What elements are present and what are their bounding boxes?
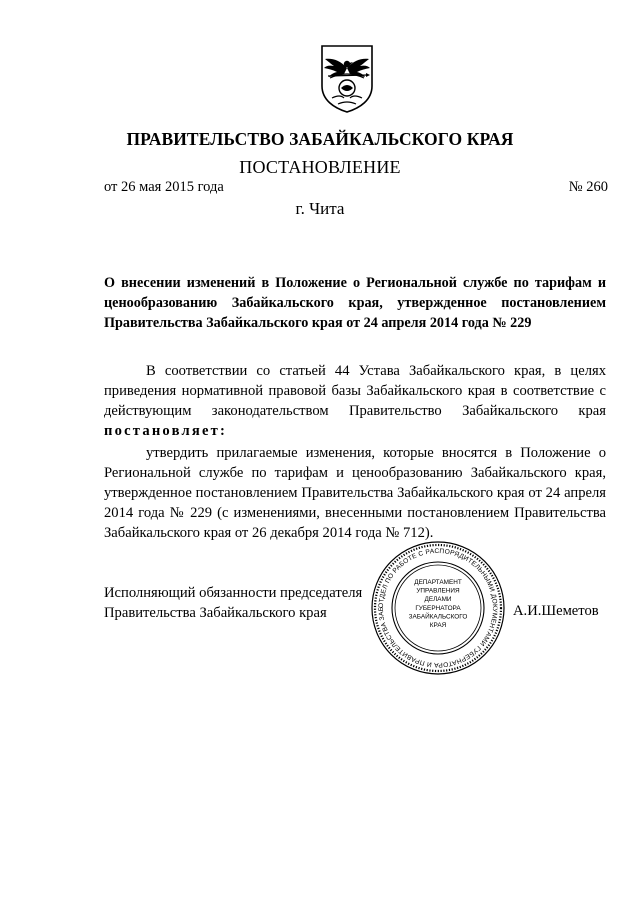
seal-inner-line: ДЕПАРТАМЕНТ — [414, 579, 462, 586]
document-subject: О внесении изменений в Положение о Региональной службе по тарифам и ценообразованию Забайкальского края, утвержденное постановлением Правительства Забайкальского края от 24 апреля 2014 года № 229 — [104, 275, 606, 331]
seal-inner-line: КРАЯ — [429, 622, 447, 629]
seal-inner-line: ЗАБАЙКАЛЬСКОГО — [408, 613, 468, 621]
signatory-position-line1: Исполняющий обязанности председателя — [104, 585, 363, 601]
signatory-position-line2: Правительства Забайкальского края — [104, 605, 327, 621]
document-type: ПОСТАНОВЛЕНИЕ — [239, 157, 401, 177]
coat-of-arms-icon — [316, 42, 378, 114]
seal-inner-line: ДЕЛАМИ — [424, 596, 452, 604]
paragraph-resolution: утвердить прилагаемые изменения, которые вносятся в Положение о Региональной службе по тарифам и ценообразованию Забайкальского края, утвержденное постановлением Правительства Забайкальского края от 24 апреля 2014 года № 229 (с изменениями, внесенными постановлением Правительства Забайкальского края от 26 декабря 2014 года № 712). — [104, 445, 606, 541]
signatory-position — [104, 583, 362, 623]
document-date: от 26 мая 2015 года — [104, 179, 224, 195]
paragraph-preamble — [104, 361, 606, 441]
seal-outer-text: ОТДЕЛ ПО РАБОТЕ С РАСПОРЯДИТЕЛЬНЫМИ ДОКУМЕНТАМИ ГУБЕРНАТОРА И ПРАВИТЕЛЬСТВА ЗАБ — [377, 547, 499, 669]
preamble-text: В соответствии со статьей 44 Устава Забайкальского края, в целях приведения нормативной правовой базы Забайкальского края в соответствие с действующим законодательством Правительство Забайкальского края — [104, 363, 606, 419]
document-city: г. Чита — [295, 199, 345, 218]
official-seal-icon — [368, 538, 508, 678]
document-number: № 260 — [568, 179, 608, 195]
seal-inner-line: ГУБЕРНАТОРА — [415, 604, 461, 612]
resolution-keyword: постановляет: — [104, 423, 228, 439]
seal-inner-line: УПРАВЛЕНИЯ — [416, 587, 460, 595]
government-title: ПРАВИТЕЛЬСТВО ЗАБАЙКАЛЬСКОГО КРАЯ — [126, 129, 514, 149]
signatory-name: А.И.Шеметов — [513, 603, 599, 619]
